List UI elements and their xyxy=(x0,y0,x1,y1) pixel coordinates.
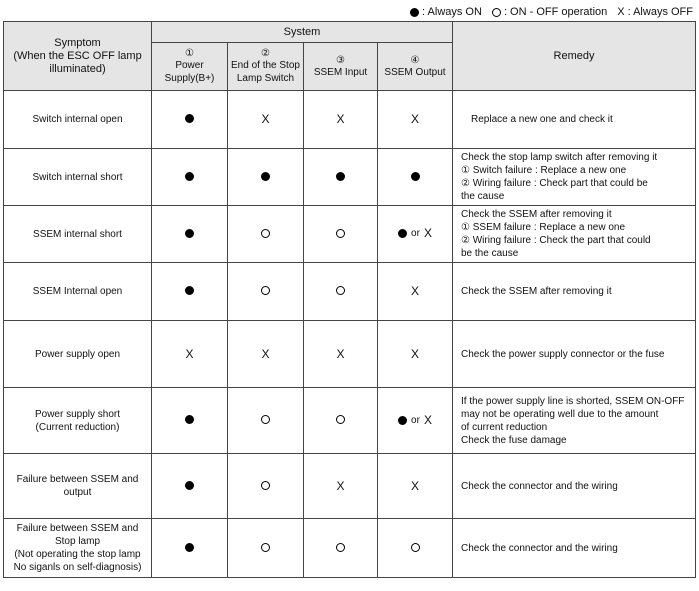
filled-circle-icon xyxy=(185,415,194,424)
x-icon: X xyxy=(261,112,270,126)
symptom-cell: Switch internal short xyxy=(4,149,152,206)
column-number: ③ xyxy=(336,54,345,66)
status-cell xyxy=(304,149,378,206)
remedy-line: be the cause xyxy=(461,248,519,259)
table-row xyxy=(4,206,696,263)
remedy-line: Check the connector and the wiring xyxy=(461,480,618,492)
legend-on-off: : ON - OFF operation xyxy=(503,6,608,18)
column-header-4 xyxy=(378,43,453,91)
dot-or-x-indicator xyxy=(398,227,432,240)
status-cell xyxy=(228,91,304,149)
hollow-circle-icon xyxy=(261,543,270,552)
x-icon: X xyxy=(410,284,419,298)
or-text: or xyxy=(411,228,420,239)
column-label: Power Supply(B+) xyxy=(164,60,215,84)
status-cell xyxy=(304,206,378,263)
remedy-line: ① Switch failure : Replace a new one xyxy=(461,165,627,176)
column-header-1 xyxy=(152,43,228,91)
remedy-header: Remedy xyxy=(453,22,696,91)
symptom-cell: Power supply short (Current reduction) xyxy=(4,388,152,454)
remedy-line: Check the stop lamp switch after removing it xyxy=(461,152,658,163)
status-cell xyxy=(228,206,304,263)
table-row xyxy=(4,519,696,578)
hollow-circle-icon xyxy=(336,543,345,552)
hollow-circle-icon xyxy=(261,229,270,238)
hollow-circle-icon xyxy=(336,229,345,238)
system-header: System xyxy=(152,22,453,43)
hollow-circle-icon xyxy=(336,415,345,424)
x-icon: X xyxy=(410,478,419,493)
table-row xyxy=(4,388,696,454)
filled-circle-icon xyxy=(261,172,270,181)
column-header-3 xyxy=(304,43,378,91)
symptom-header: Symptom (When the ESC OFF lamp illuminated) xyxy=(4,22,152,91)
status-cell xyxy=(378,321,453,388)
symptom-cell: SSEM internal short xyxy=(4,206,152,263)
x-icon: X xyxy=(423,226,432,240)
status-cell xyxy=(378,454,453,519)
status-cell xyxy=(228,388,304,454)
column-number: ① xyxy=(185,48,194,59)
remedy-cell xyxy=(453,519,696,578)
remedy-line: the cause xyxy=(461,191,505,202)
x-icon: X xyxy=(336,478,345,493)
column-label: End of the Stop Lamp Switch xyxy=(231,60,300,84)
table-row xyxy=(4,263,696,321)
column-label: SSEM Input xyxy=(313,66,368,78)
remedy-line: of current reduction xyxy=(461,421,548,433)
remedy-line: Check the power supply connector or the fuse xyxy=(461,348,665,360)
remedy-cell xyxy=(453,454,696,519)
status-cell xyxy=(304,91,378,149)
filled-circle-icon xyxy=(185,481,194,490)
remedy-line: ② Wiring failure : Check the part that could xyxy=(461,235,651,246)
filled-circle-icon xyxy=(411,172,420,181)
filled-circle-icon xyxy=(398,229,407,238)
symptom-cell: Power supply open xyxy=(4,321,152,388)
symptom-cell: Failure between SSEM and Stop lamp (Not operating the stop lamp No siganls on self-diagnosis) xyxy=(4,519,152,578)
status-cell xyxy=(378,263,453,321)
remedy-line: Check the SSEM after removing it xyxy=(461,209,612,220)
status-cell xyxy=(152,388,228,454)
dot-or-x-indicator xyxy=(398,414,432,427)
table-row xyxy=(4,454,696,519)
status-cell xyxy=(378,206,453,263)
hollow-circle-icon xyxy=(261,286,270,295)
hollow-circle-icon xyxy=(261,415,270,424)
status-cell xyxy=(378,149,453,206)
filled-circle-icon xyxy=(398,416,407,425)
status-cell xyxy=(152,519,228,578)
filled-circle-icon xyxy=(185,286,194,295)
hollow-circle-icon xyxy=(336,286,345,295)
x-icon: X xyxy=(185,346,194,361)
filled-circle-icon xyxy=(410,8,419,17)
remedy-cell xyxy=(453,206,696,263)
status-cell xyxy=(378,519,453,578)
remedy-cell xyxy=(453,321,696,388)
status-cell xyxy=(378,388,453,454)
status-cell xyxy=(228,519,304,578)
column-label: SSEM Output xyxy=(384,66,446,78)
or-text: or xyxy=(411,414,420,426)
status-cell xyxy=(228,149,304,206)
status-cell xyxy=(152,91,228,149)
status-cell xyxy=(304,321,378,388)
column-number: ④ xyxy=(410,54,420,66)
symptom-cell: Switch internal open xyxy=(4,91,152,149)
remedy-line: Check the SSEM after removing it xyxy=(461,286,612,297)
status-cell xyxy=(228,321,304,388)
status-cell xyxy=(304,263,378,321)
remedy-cell xyxy=(453,149,696,206)
hollow-circle-icon xyxy=(261,481,270,490)
filled-circle-icon xyxy=(185,172,194,181)
x-icon: X xyxy=(336,112,345,126)
x-icon: X xyxy=(336,346,345,361)
status-cell xyxy=(304,388,378,454)
remedy-line: may not be operating well due to the amount xyxy=(461,408,659,420)
status-cell xyxy=(152,263,228,321)
x-icon: X xyxy=(617,6,625,18)
x-icon: X xyxy=(423,412,432,427)
legend-always-off: : Always OFF xyxy=(627,6,693,18)
status-cell xyxy=(378,91,453,149)
column-header-2 xyxy=(228,43,304,91)
table-row xyxy=(4,149,696,206)
status-cell xyxy=(228,454,304,519)
hollow-circle-icon xyxy=(411,543,420,552)
status-cell xyxy=(152,206,228,263)
symptom-cell: SSEM Internal open xyxy=(4,263,152,321)
x-icon: X xyxy=(410,346,419,361)
remedy-cell xyxy=(453,263,696,321)
remedy-line: ② Wiring failure : Check part that could be xyxy=(461,178,648,189)
hollow-circle-icon xyxy=(492,8,501,17)
remedy-cell xyxy=(453,388,696,454)
column-number: ② xyxy=(261,48,270,59)
remedy-line: ① SSEM failure : Replace a new one xyxy=(461,222,626,233)
filled-circle-icon xyxy=(336,172,345,181)
filled-circle-icon xyxy=(185,114,194,123)
legend xyxy=(410,6,693,18)
filled-circle-icon xyxy=(185,543,194,552)
remedy-line: Check the fuse damage xyxy=(461,434,567,446)
remedy-line: Replace a new one and check it xyxy=(471,114,613,125)
diagnosis-table xyxy=(3,21,696,578)
remedy-line: If the power supply line is shorted, SSEM ON-OFF xyxy=(461,395,685,407)
filled-circle-icon xyxy=(185,229,194,238)
status-cell xyxy=(152,454,228,519)
x-icon: X xyxy=(410,112,419,126)
symptom-cell: Failure between SSEM and output xyxy=(4,454,152,519)
status-cell xyxy=(228,263,304,321)
table-row xyxy=(4,321,696,388)
status-cell xyxy=(152,149,228,206)
table-row xyxy=(4,91,696,149)
status-cell xyxy=(304,454,378,519)
remedy-cell xyxy=(453,91,696,149)
x-icon: X xyxy=(261,346,270,361)
status-cell xyxy=(304,519,378,578)
remedy-line: Check the connector and the wiring xyxy=(461,542,618,554)
status-cell xyxy=(152,321,228,388)
legend-always-on: : Always ON xyxy=(422,6,482,18)
